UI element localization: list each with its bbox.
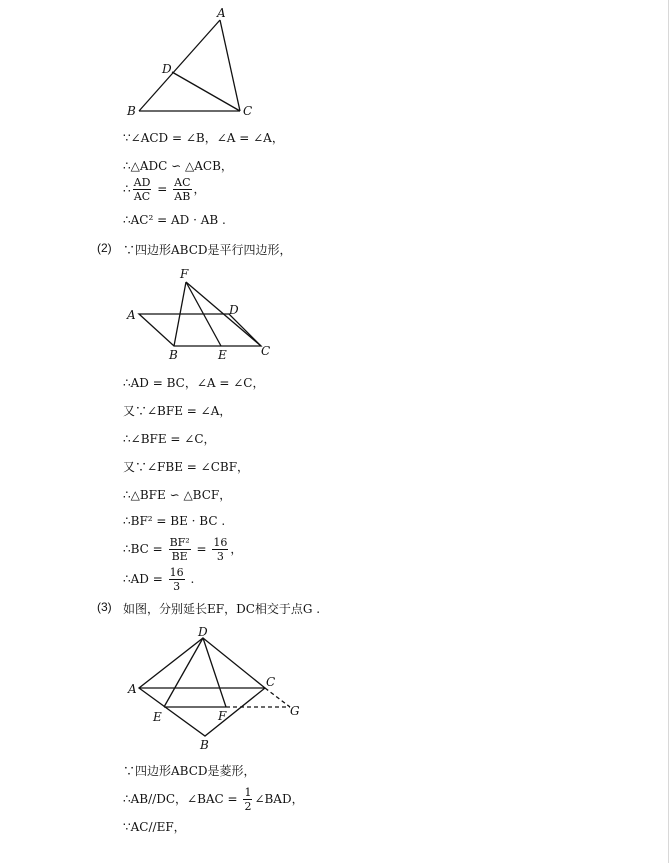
label-d: D [162, 62, 172, 76]
label-b: B [200, 738, 209, 752]
segment-ac [220, 20, 240, 111]
part3-step-2-prefix: ∴AB//DC，∠BAC = [123, 792, 238, 806]
fraction-numerator: AD [133, 176, 151, 189]
label-a: A [128, 682, 137, 696]
part3-step-1: ∵四边形ABCD是菱形， [123, 764, 256, 778]
part2-step-7-suffix: ， [230, 542, 243, 556]
part2-step-8-suffix: . [190, 572, 195, 586]
label-f: F [218, 709, 227, 723]
fraction-numerator: BF² [169, 536, 190, 549]
fraction-denominator: 3 [216, 550, 224, 563]
fraction-ad-ac [133, 176, 152, 203]
segment-de [164, 638, 203, 707]
fraction-numerator: AC [174, 176, 191, 189]
figure-parallelogram [120, 263, 280, 363]
label-f: F [180, 267, 189, 281]
label-e: E [153, 710, 162, 724]
fraction-bf2-be [169, 536, 191, 563]
part1-step-3-prefix: ∴ [123, 182, 131, 196]
part2-step-8-prefix: ∴AD = [123, 572, 163, 586]
part3-number: (3) [97, 600, 112, 614]
fraction-numerator: 1 [244, 786, 252, 799]
part2-step-7-prefix: ∴BC = [123, 542, 163, 556]
label-a: A [127, 308, 136, 322]
segment-cg-dashed [265, 688, 290, 707]
part1-step-1: ∵∠ACD = ∠B，∠A = ∠A， [123, 131, 284, 145]
part2-step-8 [123, 566, 194, 593]
fraction-ac-ab [173, 176, 191, 203]
label-a: A [217, 6, 226, 20]
part3-intro: 如图，分别延长EF，DC相交于点G . [123, 602, 321, 616]
label-c: C [261, 344, 271, 358]
label-c: C [243, 104, 253, 118]
label-b: B [169, 348, 178, 362]
part2-number: (2) [97, 241, 112, 255]
fraction-1-2 [243, 786, 252, 813]
part2-intro: ∵四边形ABCD是平行四边形， [123, 243, 292, 257]
part1-step-4: ∴AC² = AD · AB . [123, 213, 226, 227]
fraction-denominator: BE [171, 550, 188, 563]
segment-ab [139, 20, 220, 111]
segment-df [203, 638, 226, 707]
fraction-numerator: 16 [213, 536, 228, 549]
fraction-16-3 [169, 566, 185, 593]
part1-step-2: ∴△ADC ∽ △ACB， [123, 159, 233, 173]
label-c: C [266, 675, 276, 689]
equals-sign: = [157, 182, 168, 196]
fraction-denominator: AB [174, 190, 191, 203]
label-d: D [198, 625, 208, 639]
part2-step-4: 又∵∠FBE = ∠CBF， [123, 460, 250, 474]
part2-step-5: ∴△BFE ∽ △BCF， [123, 488, 232, 502]
part2-step-2: 又∵∠BFE = ∠A， [123, 404, 232, 418]
part3-step-2 [123, 786, 304, 813]
figure-rhombus [120, 622, 310, 752]
part2-step-3: ∴∠BFE = ∠C， [123, 432, 216, 446]
fraction-denominator: 3 [173, 580, 181, 593]
part3-step-2-suffix: ∠BAD， [254, 792, 304, 806]
part2-step-1: ∴AD = BC，∠A = ∠C， [123, 376, 265, 390]
part2-step-7 [123, 536, 242, 563]
part1-step-3 [123, 176, 206, 203]
figure-triangle-abc [120, 0, 270, 120]
fraction-16-3 [212, 536, 228, 563]
part2-step-6: ∴BF² = BE · BC . [123, 514, 226, 528]
label-b: B [127, 104, 136, 118]
fraction-numerator: 16 [169, 566, 184, 579]
segment-dc [172, 72, 240, 111]
label-e: E [218, 348, 227, 362]
label-g: G [290, 704, 300, 718]
fraction-denominator: AC [133, 190, 151, 203]
part3-step-3: ∵AC//EF， [123, 820, 186, 834]
equals-sign: = [196, 542, 207, 556]
label-d: D [229, 303, 239, 317]
fraction-denominator: 2 [244, 800, 252, 813]
part1-step-3-suffix: ， [193, 182, 206, 196]
